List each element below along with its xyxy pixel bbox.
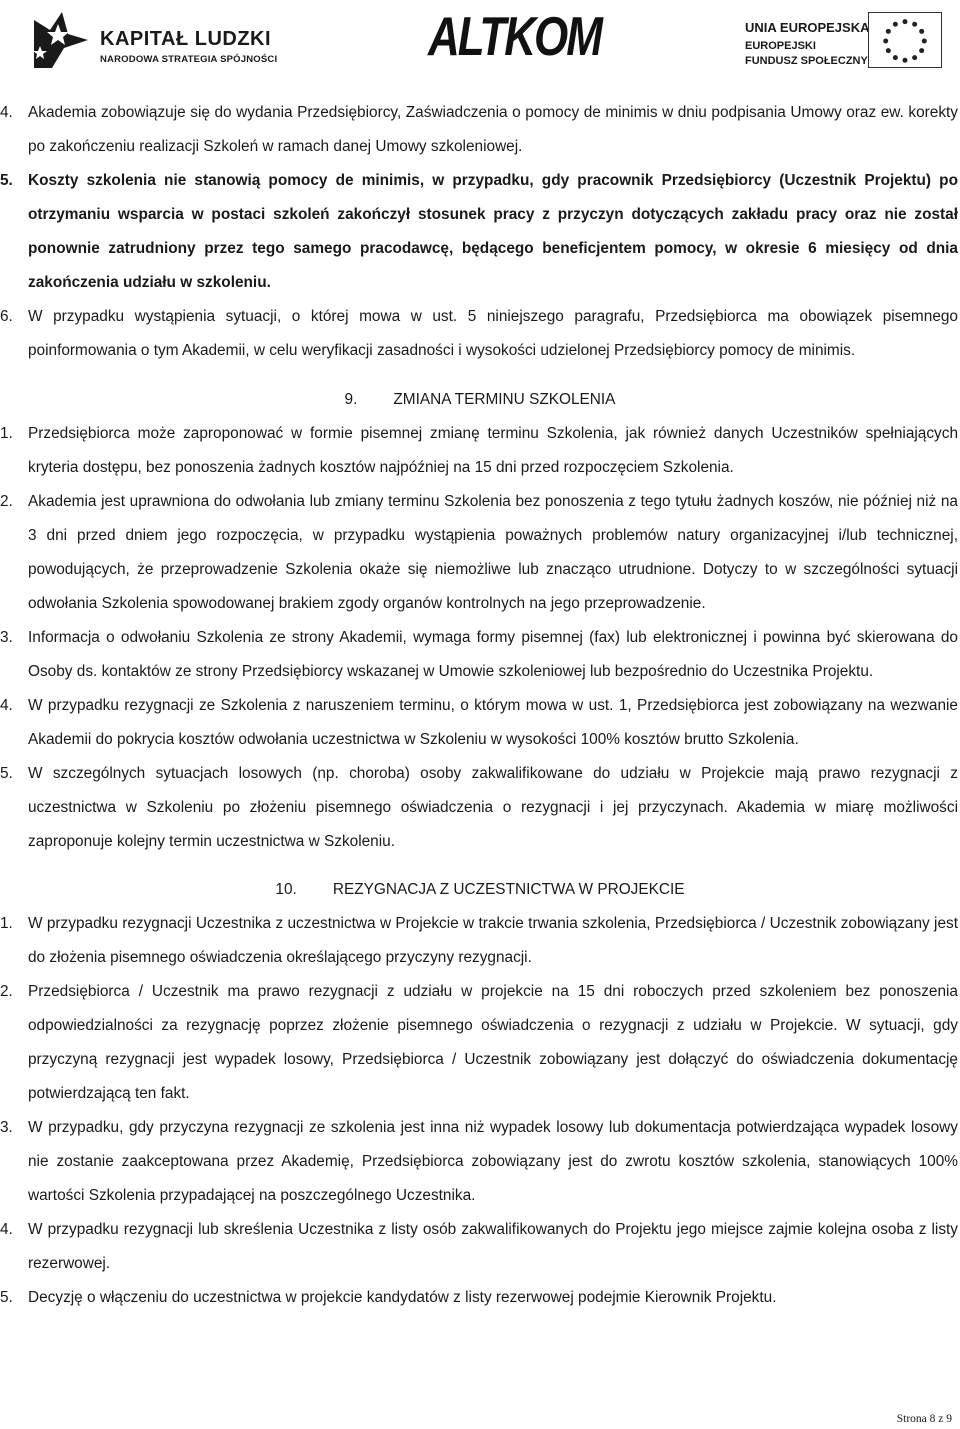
item-number: 4. [0,1221,13,1238]
list-item [0,1111,960,1213]
item-text: W przypadku rezygnacji Uczestnika z uczestnictwa w Projekcie w trakcie trwania szkolenia, Przedsiębiorca / Uczestnik zobowiązany jest do złożenia pisemnego oświadczenia określającego przyczyny rezygnacji. [28,915,958,966]
eu-fund-line2: FUNDUSZ SPOŁECZNY [745,55,868,67]
eu-fund-line1: EUROPEJSKI [745,40,816,52]
kapital-ludzki-subtitle: NARODOWA STRATEGIA SPÓJNOŚCI [100,54,278,65]
item-text: Akademia jest uprawniona do odwołania lub zmiany terminu Szkolenia bez ponoszenia z tego tytułu żadnych koszów, nie później niż na 3 dni przed dniem jego rozpoczęcia, w przypadku wystąpienia poważnych problemów natury organizacyjnej i/lub technicznej, powodujących, że przeprowadzenie Szkolenia okaże się niemożliwe lub znacząco utrudnione. Dotyczy to w szczególności sytuacji odwołania Szkolenia spowodowanej brakiem zgody organów kontrolnych na jego przeprowadzenie. [28,493,958,612]
item-text: Przedsiębiorca może zaproponować w formie pisemnej zmianę terminu Szkolenia, jak również danych Uczestników spełniających kryteria dostępu, bez ponoszenia żadnych kosztów najpóźniej na 15 dni przed rozpoczęciem Szkolenia. [28,425,958,476]
item-number: 3. [0,1119,13,1136]
item-text: Informacja o odwołaniu Szkolenia ze strony Akademii, wymaga formy pisemnej (fax) lub elektronicznej i powinna być skierowana do Osoby ds. kontaktów ze strony Przedsiębiorcy wskazanej w Umowie szkoleniowej lub bezpośrednio do Uczestnika Projektu. [28,629,958,680]
item-number: 5. [0,172,13,189]
eu-logo [745,8,945,74]
item-number: 5. [0,765,13,782]
section-title: REZYGNACJA Z UCZESTNICTWA W PROJEKCIE [332,881,685,898]
item-text: W przypadku, gdy przyczyna rezygnacji ze szkolenia jest inna niż wypadek losowy lub dokumentacja potwierdzająca wypadek losowy nie zostanie zaakceptowana przez Akademię, Przedsiębiorca zobowiązany jest do zwrotu kosztów szkolenia, stanowiących 100% wartości Szkolenia przypadającej na poszczególnego Uczestnika. [28,1119,958,1204]
altkom-logo: ALTKOM [428,6,601,68]
list-item [0,689,960,757]
item-text: Akademia zobowiązuje się do wydania Przedsiębiorcy, Zaświadczenia o pomocy de minimis w dniu podpisania Umowy oraz ew. korekty po zakończeniu realizacji Szkoleń w ramach danej Umowy szkoleniowej. [28,104,958,155]
item-text: Przedsiębiorca / Uczestnik ma prawo rezygnacji z udziału w projekcie na 15 dni roboczych przed szkoleniem bez ponoszenia odpowiedzialności za rezygnację poprzez złożenie pisemnego oświadczenia o rezygnacji z udziału w Projekcie. W sytuacji, gdy przyczyną rezygnacji jest wypadek losowy, Przedsiębiorca / Uczestnik zobowiązany jest dołączyć do oświadczenia dokumentację potwierdzającą ten fakt. [28,983,958,1102]
item-number: 4. [0,697,13,714]
list-item [0,485,960,621]
document-body [0,96,960,1315]
list-item [0,417,960,485]
eu-flag-icon [868,12,942,68]
item-number: 2. [0,493,13,510]
list-item [0,975,960,1111]
item-text: Koszty szkolenia nie stanowią pomocy de minimis, w przypadku, gdy pracownik Przedsiębiorcy (Uczestnik Projektu) po otrzymaniu wsparcia w postaci szkoleń zakończył stosunek pracy z przyczyn dotyczących zakładu pracy oraz nie został ponownie zatrudniony przez tego samego pracodawcę, będącego beneficjentem pomocy, w okresie 6 miesięcy od dnia zakończenia udziału w szkoleniu. [28,172,958,291]
list-item [0,1213,960,1281]
list-item [0,96,960,164]
item-text: W przypadku rezygnacji ze Szkolenia z naruszeniem terminu, o którym mowa w ust. 1, Przedsiębiorca jest zobowiązany na wezwanie Akademii do pokrycia kosztów odwołania uczestnictwa w Szkoleniu w wysokości 100% kosztów brutto Szkolenia. [28,697,958,748]
item-number: 5. [0,1289,13,1306]
list-item [0,1281,960,1315]
item-number: 4. [0,104,13,121]
section-title: ZMIANA TERMINU SZKOLENIA [393,391,616,408]
section-number: 10. [275,881,297,898]
section-number: 9. [344,391,358,408]
kapital-ludzki-logo [28,8,288,74]
section-9-heading [0,383,960,417]
list-item [0,164,960,300]
item-text: W szczególnych sytuacjach losowych (np. choroba) osoby zakwalifikowane do udziału w Projekcie mają prawo rezygnacji z uczestnictwa w Szkoleniu po złożeniu pisemnego oświadczenia o rezygnacji i jej przyczynach. Akademia w miarę możliwości zaproponuje kolejny termin uczestnictwa w Szkoleniu. [28,765,958,850]
item-number: 3. [0,629,13,646]
item-text: W przypadku rezygnacji lub skreślenia Uczestnika z listy osób zakwalifikowanych do Projektu jego miejsce zajmie kolejna osoba z listy rezerwowej. [28,1221,958,1272]
page-header [0,0,960,90]
item-text: Decyzję o włączeniu do uczestnictwa w projekcie kandydatów z listy rezerwowej podejmie Kierownik Projektu. [28,1289,777,1306]
page-number: Strona 8 z 9 [896,1413,952,1425]
section-10-heading [0,873,960,907]
item-number: 1. [0,425,13,442]
list-item [0,907,960,975]
item-number: 1. [0,915,13,932]
item-number: 2. [0,983,13,1000]
kapital-ludzki-title: KAPITAŁ LUDZKI [100,28,272,50]
list-item [0,300,960,368]
list-item [0,621,960,689]
item-number: 6. [0,308,13,325]
eu-title: UNIA EUROPEJSKA [745,20,870,35]
item-text: W przypadku wystąpienia sytuacji, o której mowa w ust. 5 niniejszego paragrafu, Przedsiębiorca ma obowiązek pisemnego poinformowania o tym Akademii, w celu weryfikacji zasadności i wysokości udzielonej Przedsiębiorcy pomocy de minimis. [28,308,958,359]
list-item [0,757,960,859]
kapital-ludzki-emblem-icon [28,8,94,74]
